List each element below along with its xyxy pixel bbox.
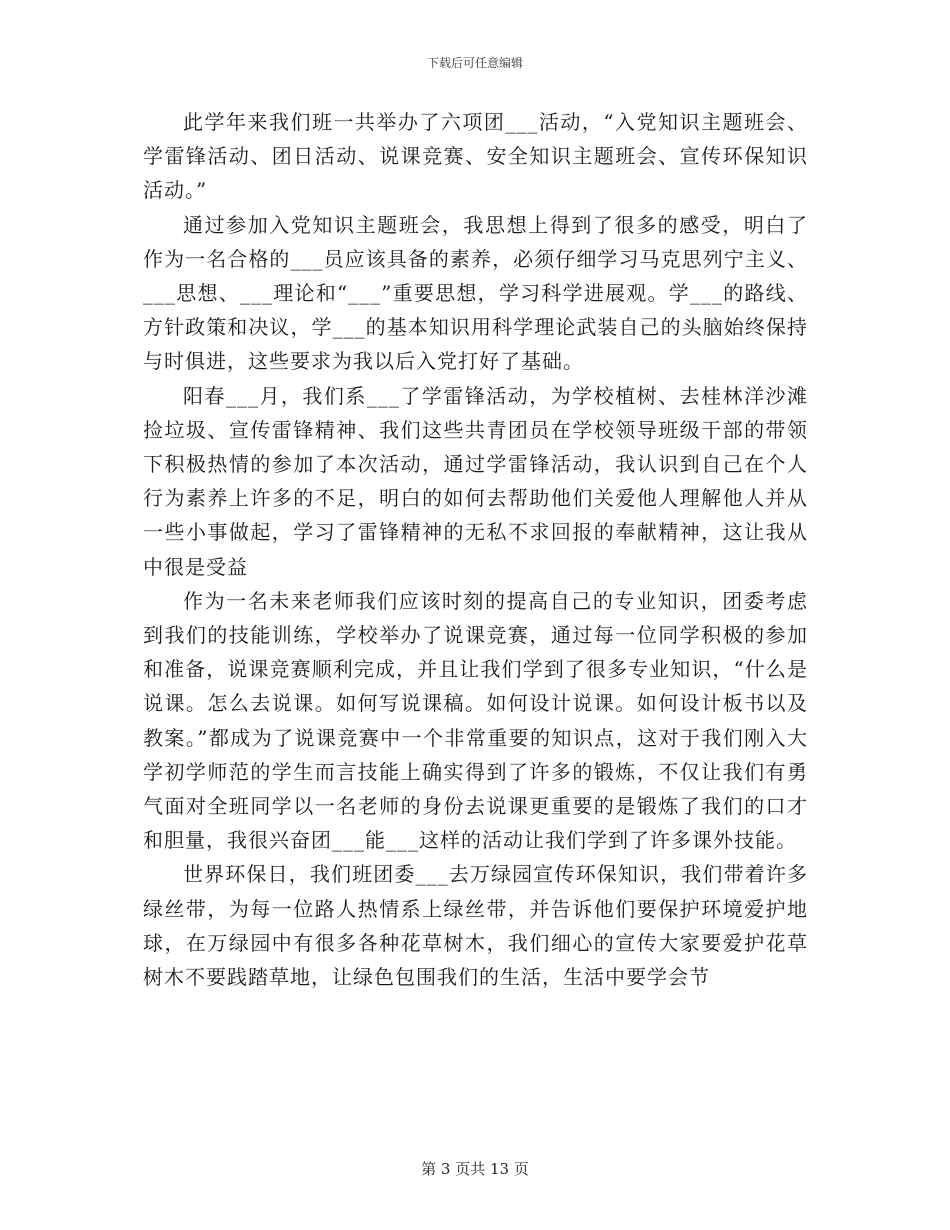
paragraph-1: 此学年来我们班一共举办了六项团___活动，“入党知识主题班会、学雷锋活动、团日活动、说课竞赛、安全知识主题班会、宣传环保知识活动。” [143, 110, 808, 203]
page-header: 下载后可任意编辑 [426, 56, 523, 70]
paragraph-2: 通过参加入党知识主题班会，我思想上得到了很多的感受，明白了作为一名合格的___员应该具备的素养，必须仔细学习马克思列宁主义、___思想、___理论和“___”重要思想，学习科学进展观。学___的路线、方针政策和决议，学___的基本知识用科学理论武装自己的头脑始终保持与时俱进，这些要求为我以后入党打好了基础。 [143, 212, 808, 374]
paragraph-3: 阳春___月，我们系___了学雷锋活动，为学校植树、去桂林洋沙滩捡垃圾、宣传雷锋精神、我们这些共青团员在学校领导班级干部的带领下积极热情的参加了本次活动，通过学雷锋活动，我认识到自己在个人行为素养上许多的不足，明白的如何去帮助他们关爱他人理解他人并从一些小事做起，学习了雷锋精神的无私不求回报的奉献精神，这让我从中很是受益 [143, 383, 808, 579]
page-footer: 第 3 页共 13 页 [421, 1160, 529, 1178]
paragraph-4: 作为一名未来老师我们应该时刻的提高自己的专业知识，团委考虑到我们的技能训练，学校举办了说课竞赛，通过每一位同学积极的参加和准备，说课竞赛顺利完成，并且让我们学到了很多专业知识，“什么是说课。怎么去说课。如何写说课稿。如何设计说课。如何设计板书以及教案。”都成为了说课竞赛中一个非常重要的知识点，这对于我们刚入大学初学师范的学生而言技能上确实得到了许多的锻炼，不仅让我们有勇气面对全班同学以一名老师的身份去说课更重要的是锻炼了我们的口才和胆量，我很兴奋团___能___这样的活动让我们学到了许多课外技能。 [143, 588, 808, 853]
document-body [143, 105, 808, 994]
paragraph-5: 世界环保日，我们班团委___去万绿园宣传环保知识，我们带着许多绿丝带，为每一位路人热情系上绿丝带，并告诉他们要保护环境爱护地球，在万绿园中有很多各种花草树木，我们细心的宣传大家要爱护花草树木不要践踏草地，让绿色包围我们的生活，生活中要学会节 [143, 862, 808, 990]
